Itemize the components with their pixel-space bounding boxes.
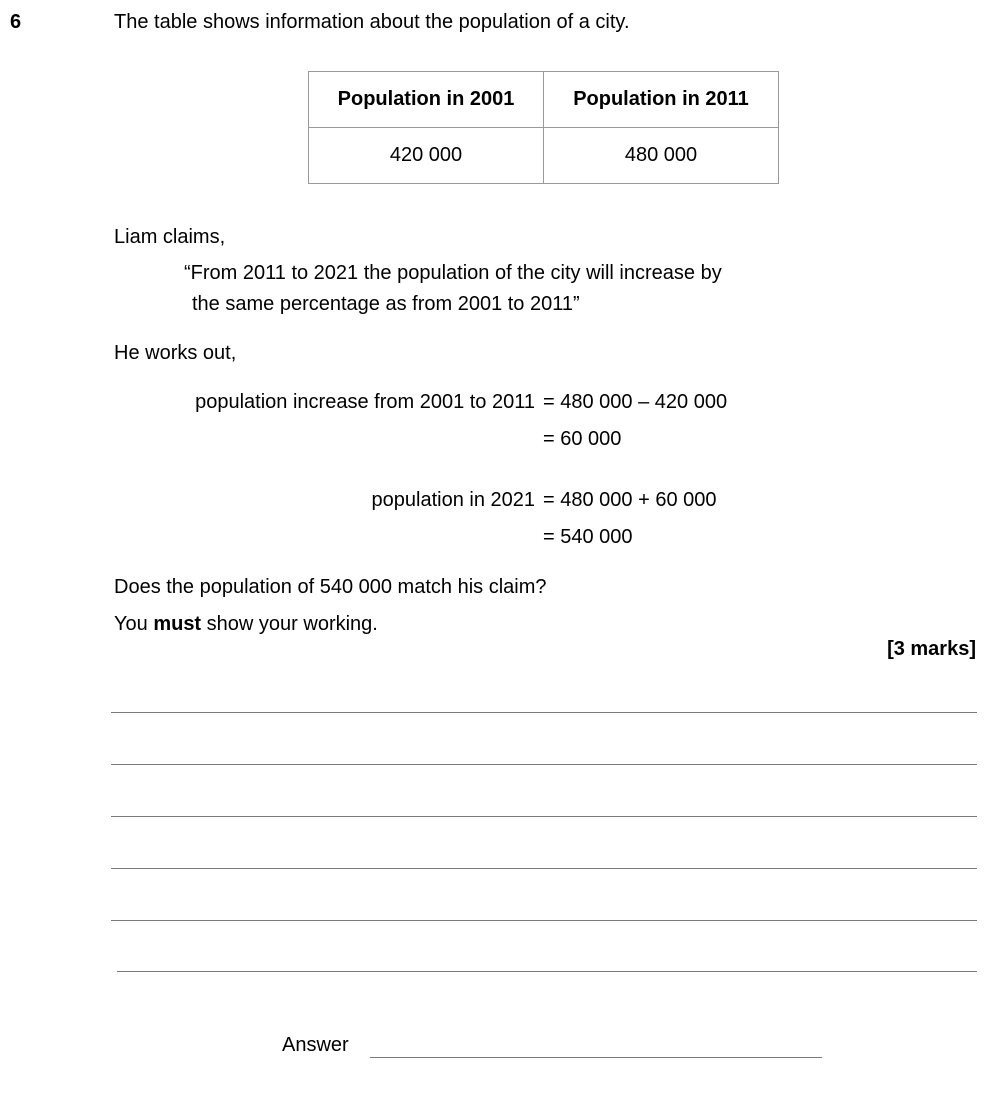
answer-label: Answer (282, 1034, 349, 1056)
working-line-1-label: population increase from 2001 to 2011 (195, 391, 535, 413)
table-row (309, 128, 779, 184)
working-line-2-value: = 60 000 (543, 428, 622, 450)
working-line-1-value: = 480 000 – 420 000 (543, 391, 728, 413)
prompt-question: Does the population of 540 000 match his claim? (114, 576, 547, 598)
value-population-2001: 420 000 (309, 128, 544, 184)
value-population-2011: 480 000 (544, 128, 779, 184)
working-line-4-value: = 540 000 (543, 526, 633, 548)
answer-line[interactable] (370, 1057, 822, 1058)
working-line[interactable] (111, 712, 977, 713)
header-population-2011: Population in 2011 (544, 72, 779, 128)
prompt-instruction-before: You (114, 613, 154, 635)
prompt-instruction-after: show your working. (201, 613, 378, 635)
claim-lead: Liam claims, (114, 226, 226, 248)
table-header-row (309, 72, 779, 128)
marks-label: [3 marks] (887, 638, 976, 660)
claim-quote-line-1: “From 2011 to 2021 the population of the city will increase by (184, 262, 722, 284)
working-line[interactable] (111, 920, 977, 921)
prompt-instruction (114, 614, 378, 634)
prompt-instruction-must: must (153, 613, 202, 635)
working-line[interactable] (111, 868, 977, 869)
working-line-3-label: population in 2021 (371, 489, 535, 511)
question-number: 6 (10, 11, 22, 33)
header-population-2001: Population in 2001 (309, 72, 544, 128)
working-line[interactable] (111, 816, 977, 817)
question-intro: The table shows information about the population of a city. (114, 11, 630, 33)
working-line-3-value: = 480 000 + 60 000 (543, 489, 717, 511)
working-line[interactable] (117, 971, 977, 972)
working-line[interactable] (111, 764, 977, 765)
population-table (308, 71, 779, 184)
claim-quote-line-2: the same percentage as from 2001 to 2011” (192, 293, 580, 315)
working-lead: He works out, (114, 342, 237, 364)
